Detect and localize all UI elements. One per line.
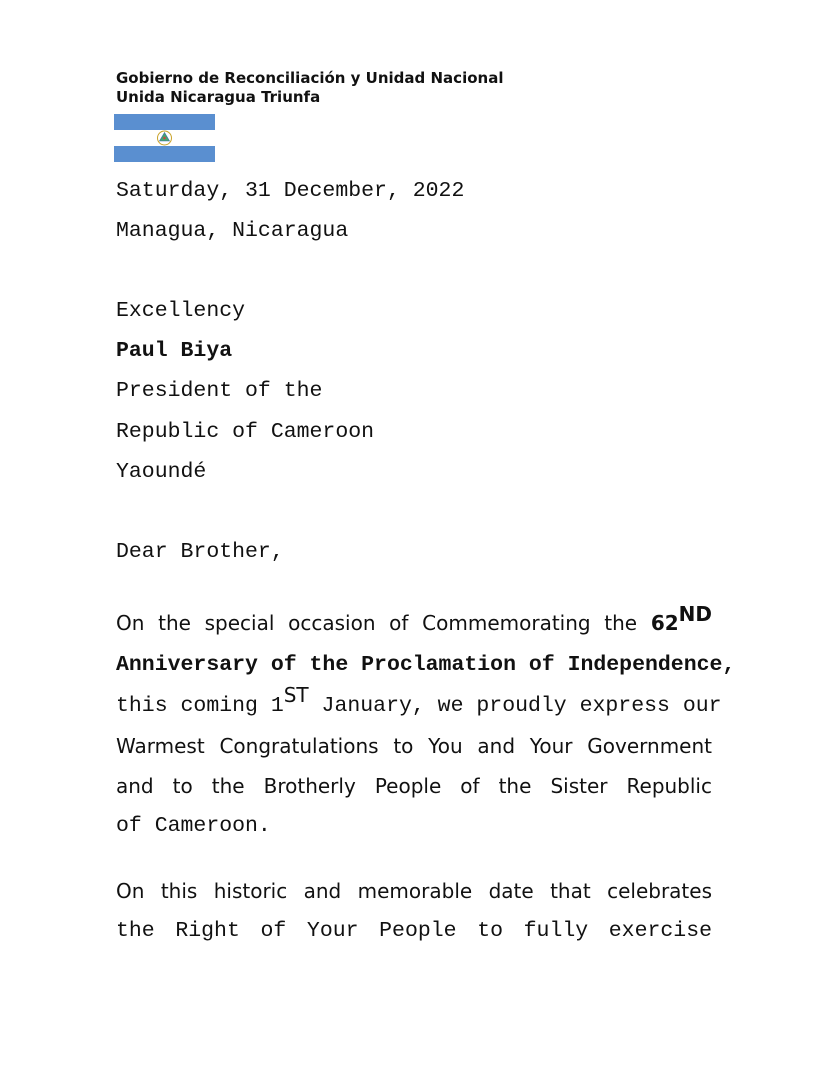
letterhead-motto: Unida Nicaragua Triunfa [116, 88, 321, 106]
paragraph-1-line-1: On the special occasion of Commemorating the 62ND [116, 602, 712, 635]
recipient-name: Paul Biya [116, 339, 233, 363]
paragraph-2-line-2: the Right of Your People to fully exercise [116, 919, 712, 944]
letterhead-government-name: Gobierno de Reconciliación y Unidad Nacional [116, 69, 504, 87]
paragraph-2 [116, 871, 712, 952]
paragraph-1 [116, 602, 736, 847]
recipient-title: Excellency [116, 299, 246, 323]
letterhead [116, 69, 503, 107]
recipient-city: Yaoundé [116, 460, 207, 484]
letter-place: Managua, Nicaragua [116, 219, 349, 243]
paragraph-1-line-5: and to the Brotherly People of the Sister Republic [116, 774, 712, 799]
paragraph-1-line-4: Warmest Congratulations to You and Your Government [116, 733, 712, 758]
greeting: Dear Brother, [116, 540, 284, 564]
nicaragua-flag-icon [114, 114, 215, 162]
paragraph-1-line-6: of Cameroon. [116, 814, 271, 839]
paragraph-1-line-3: this coming 1ST January, we proudly express our [116, 682, 722, 718]
paragraph-2-line-1: On this historic and memorable date that celebrates [116, 879, 712, 903]
letter-date: Saturday, 31 December, 2022 [116, 179, 465, 203]
recipient-role-line-2: Republic of Cameroon [116, 420, 375, 444]
recipient-role-line-1: President of the [116, 379, 323, 403]
paragraph-1-line-2: Anniversary of the Proclamation of Independence, [116, 653, 736, 678]
